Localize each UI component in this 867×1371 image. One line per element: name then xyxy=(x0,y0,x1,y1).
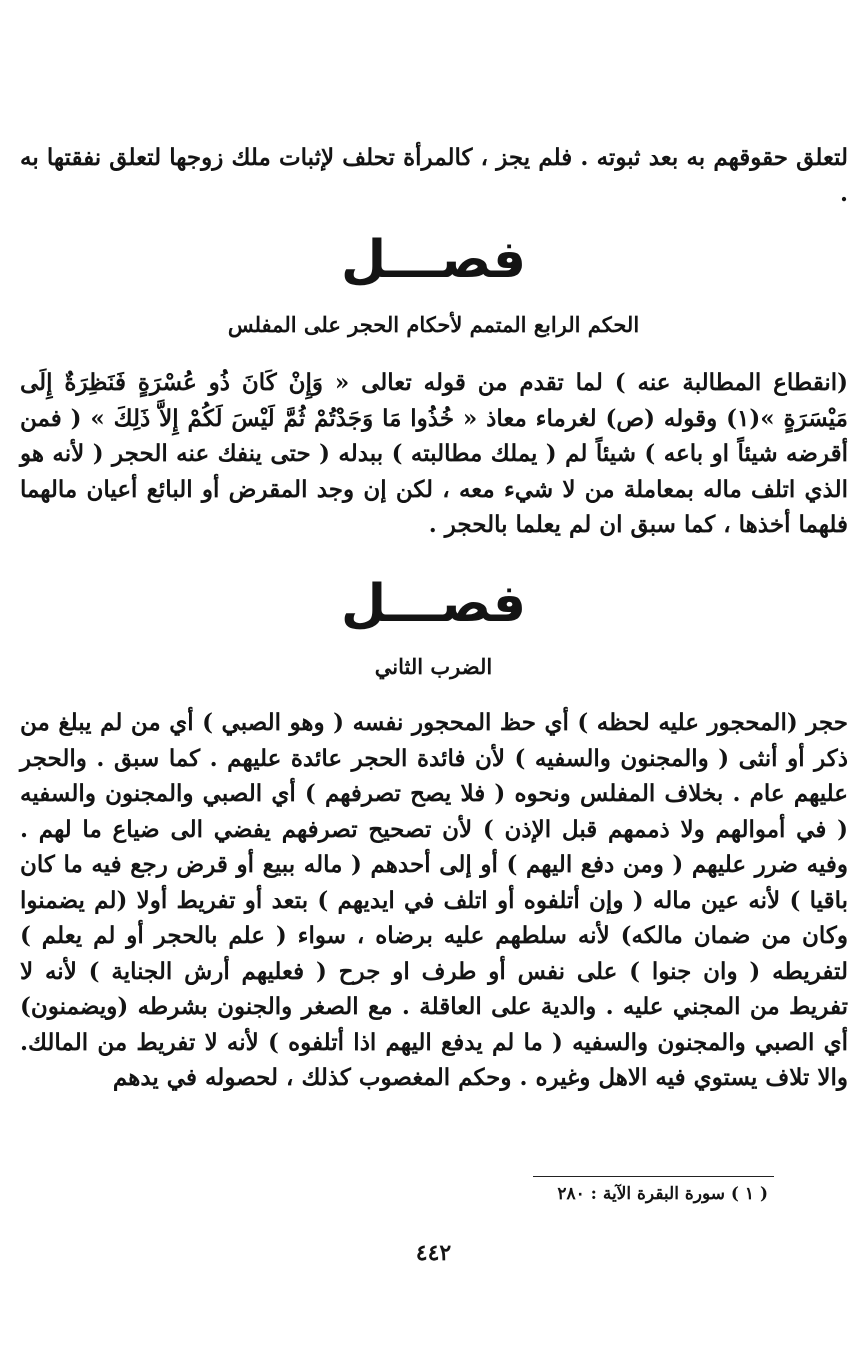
section1-subheading: الحكم الرابع المتمم لأحكام الحجر على المفلس xyxy=(227,312,640,337)
section1-heading: فصـــل xyxy=(340,230,527,290)
section2-body xyxy=(20,705,848,1096)
intro-text: لتعلق حقوقهم به بعد ثبوته . فلم يجز ، كالمرأة تحلف لإثبات ملك زوجها لتعلق نفقتها به . xyxy=(20,144,848,207)
intro-paragraph xyxy=(20,140,848,211)
section2-heading: فصـــل xyxy=(340,574,527,634)
footnote-divider xyxy=(533,1176,774,1177)
section2-text: حجر (المحجور عليه لحظه ) أي حظ المحجور نفسه ( وهو الصبي ) أي من لم يبلغ من ذكر أو أنثى ( والمجنون والسفيه ) لأن فائدة الحجر عائدة عليهم . كما سبق . والحجر عليهم عام . بخلاف المفلس ونحوه ( فلا يصح تصرفهم ) أي الصبي والمجنون والسفيه ( في أموالهم ولا ذممهم قبل الإذن ) لأن تصحيح تصرفهم يفضي الى ضياع ما لهم . وفيه ضرر عليهم ( ومن دفع اليهم ) أو إلى أحدهم ( ماله ببيع أو قرض رجع فيه ما كان باقيا ) لأنه عين ماله ( وإن أتلفوه أو اتلف في ايديهم ) بتعد أو تفريط أولا (لم يضمنوا وكان من ضمان مالكه) لأنه سلطهم عليه برضاه ، سواء ( علم بالحجر أو لم يعلم ) لتفريطه ( وان جنوا ) على نفس أو طرف او جرح ( فعليهم أرش الجناية ) لأنه لا تفريط من المجني عليه . والدية على العاقلة . مع الصغر والجنون بشرطه (ويضمنون) أي الصبي والمجنون والسفيه ( ما لم يدفع اليهم اذا أتلفوه ) لأنه لا تفريط من المالك. والا تلاف يستوي فيه الاهل وغيره . وحكم المغصوب كذلك ، لحصوله في يدهم xyxy=(20,709,848,1091)
section2-subheading: الضرب الثاني xyxy=(374,654,493,679)
footnote: ( ١ ) سورة البقرة الآية : ٢٨٠ xyxy=(557,1184,768,1204)
section1-body xyxy=(20,365,848,543)
section1-text: (انقطاع المطالبة عنه ) لما تقدم من قوله تعالى « وَإِنْ كَانَ ذُو عُسْرَةٍ فَنَظِرَةٌ إِلَى مَيْسَرَةٍ »(١) وقوله (ص) لغرماء معاذ « خُذُوا مَا وَجَدْتُمْ ثُمَّ لَيْسَ لَكُمْ إِلاَّ ذَلِكَ » ( فمن أقرضه شيئاً او باعه ) شيئاً لم ( يملك مطالبته ) ببدله ( حتى ينفك عنه الحجر ( لأنه هو الذي اتلف ماله بمعاملة من لا شيء معه ، لكن إن وجد المقرض أو البائع أعيان مالهما فلهما أخذها ، كما سبق ان لم يعلما بالحجر . xyxy=(20,369,848,538)
page-number: ٤٤٢ xyxy=(415,1240,452,1266)
